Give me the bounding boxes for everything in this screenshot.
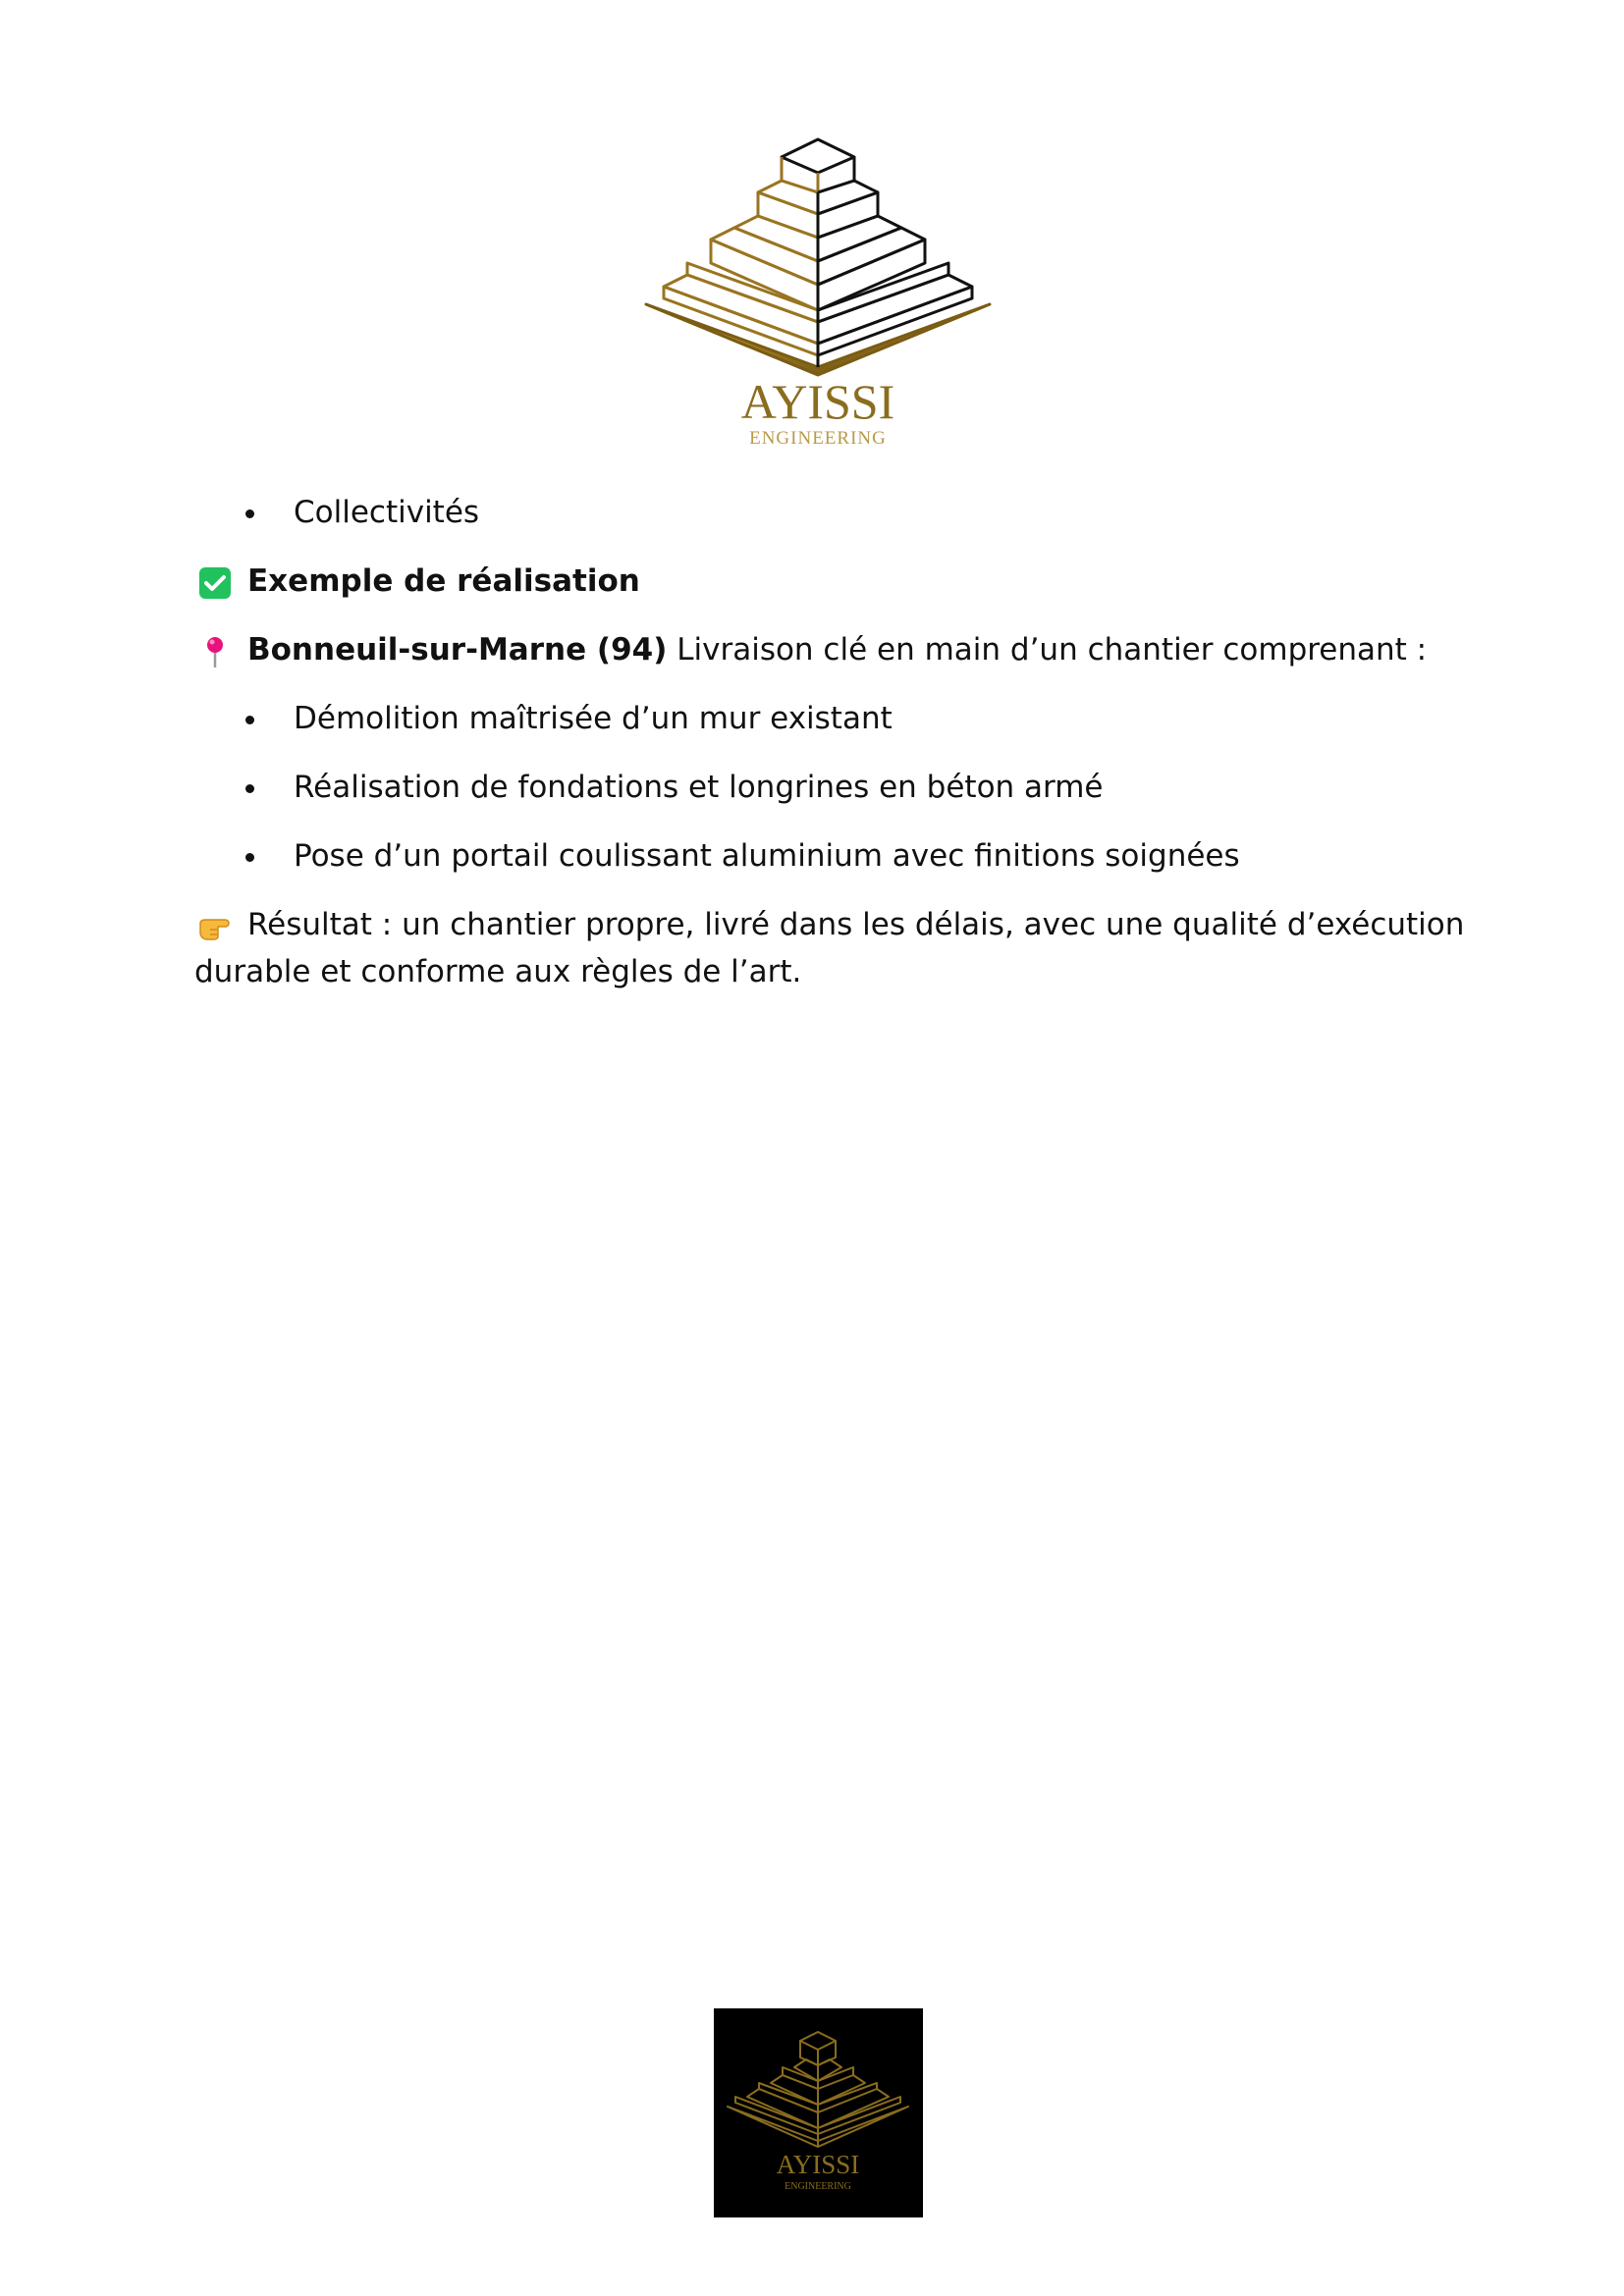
list-item [194, 489, 1432, 536]
list-item-text: Démolition maîtrisée d’un mur existant [294, 701, 893, 736]
header-logo-subtitle: ENGINEERING [749, 428, 887, 449]
pyramid-icon [646, 139, 990, 375]
pointing-hand-icon [198, 910, 232, 943]
list-item [194, 832, 1432, 880]
result-line-1: Résultat : un chantier propre, livré dans les délais, avec une qualité d’exécution [247, 907, 1465, 942]
footer-logo-brand: AYISSI [776, 2150, 860, 2179]
list-item-text: Réalisation de fondations et longrines en béton armé [294, 770, 1104, 805]
list-item-text: Pose d’un portail coulissant aluminium avec finitions soignées [294, 838, 1240, 874]
result-paragraph [194, 901, 1465, 995]
pushpin-icon [198, 635, 232, 668]
section-title: Exemple de réalisation [247, 563, 640, 599]
footer-pyramid-icon [714, 2008, 923, 2217]
project-location: Bonneuil-sur-Marne (94) [247, 632, 668, 667]
document-body [194, 489, 1465, 995]
project-description: Livraison clé en main d’un chantier comprenant : [677, 632, 1428, 667]
list-item [194, 695, 1432, 742]
result-line-2: durable et conforme aux règles de l’art. [194, 954, 802, 989]
check-box-icon [198, 566, 232, 600]
header-logo [636, 130, 1000, 463]
section-heading [194, 558, 1432, 605]
footer-logo [714, 2008, 923, 2217]
bullet-icon [245, 784, 254, 793]
bullet-icon [245, 716, 254, 724]
bullet-icon [245, 853, 254, 862]
project-intro [194, 626, 1432, 673]
list-item [194, 764, 1432, 811]
bullet-icon [245, 509, 254, 518]
header-logo-brand: AYISSI [740, 374, 895, 429]
footer-logo-subtitle: ENGINEERING [785, 2181, 851, 2192]
list-item-text: Collectivités [294, 495, 480, 530]
